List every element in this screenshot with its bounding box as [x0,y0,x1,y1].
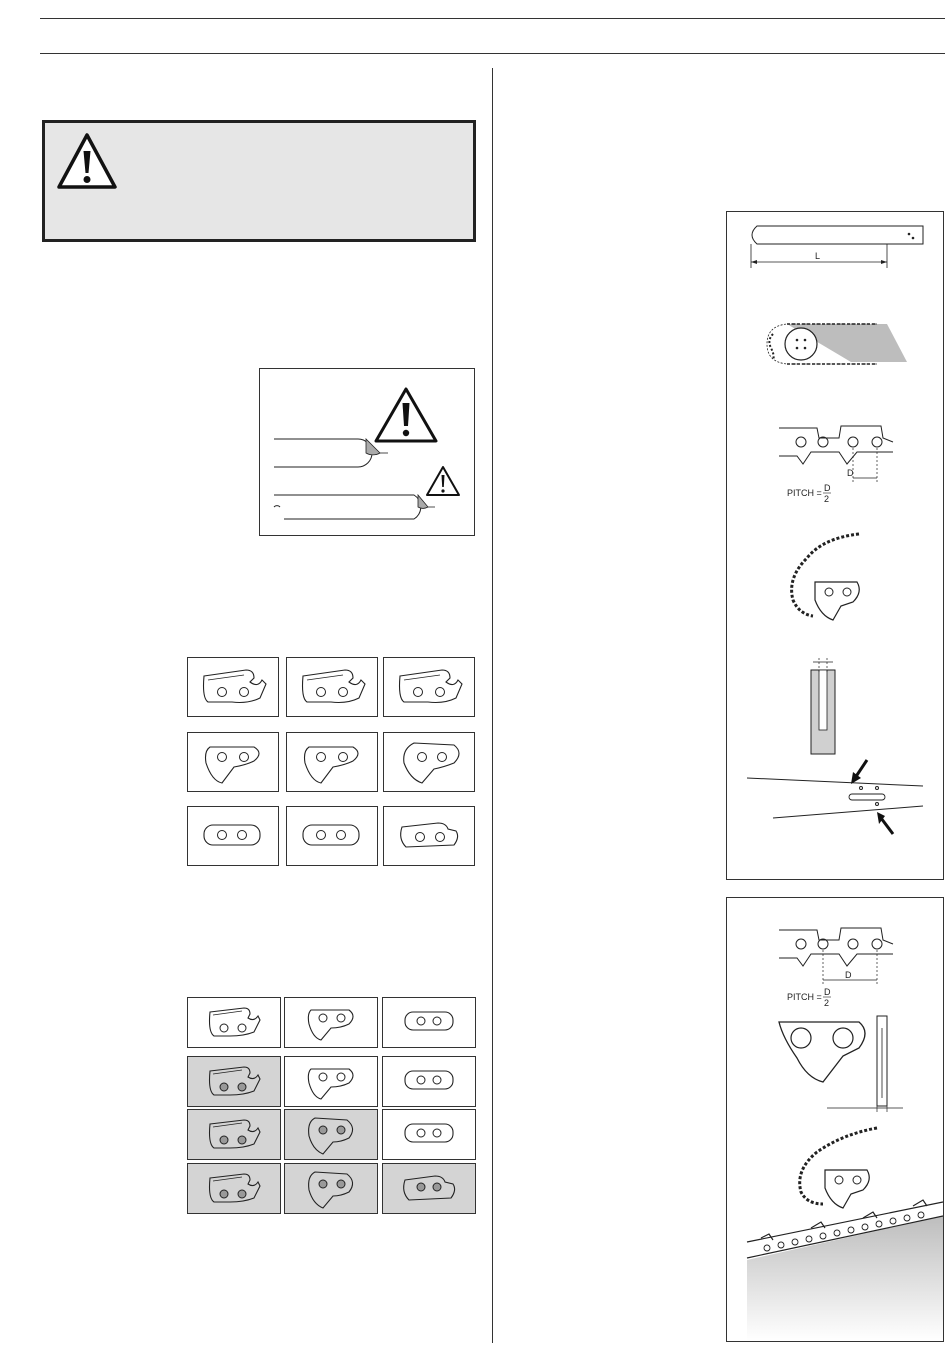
pitch-fraction-numerator: D [824,483,831,493]
warning-triangle-icon-small [427,467,459,495]
chain-bar-figure [726,211,944,880]
chain-link-tile [382,997,476,1048]
chain-link-tile [284,1109,378,1160]
chain-link-tile [383,657,475,717]
pitch-d-label-2: D [845,970,852,980]
chain-link-tile [284,997,378,1048]
column-divider [492,68,493,1343]
warning-triangle-icon-large [376,389,436,441]
chain-link-tile [187,657,279,717]
chain-link-tile [382,1056,476,1107]
pitch-formula-label: PITCH = [787,488,822,498]
pitch-fraction-numerator-2: D [824,987,831,997]
pitch-fraction-denominator-2: 2 [824,998,830,1008]
chain-link-tile [284,1163,378,1214]
chain-link-tile [286,657,378,717]
chain-link-tile [382,1109,476,1160]
chain-link-tile [187,1109,281,1160]
chain-link-tile [383,732,475,792]
chain-link-tile [284,1056,378,1107]
chain-sharpening-figure [726,897,944,1342]
chain-link-tile [286,732,378,792]
chain-link-tile [187,732,279,792]
chain-link-tile [382,1163,476,1214]
chain-link-tile [187,997,281,1048]
header-rule-bottom [40,53,945,54]
chain-link-tile [187,806,279,866]
warning-box [42,120,476,242]
header-rule-top [40,18,945,19]
bar-length-label: L [815,251,821,261]
chain-link-tile [187,1163,281,1214]
pitch-fraction-denominator: 2 [824,494,830,504]
warning-triangle-icon [55,131,119,196]
pitch-d-label: D [847,468,854,478]
chain-link-tile [286,806,378,866]
chain-link-tile [187,1056,281,1107]
pitch-formula-label-2: PITCH = [787,992,822,1002]
chain-link-tile [383,806,475,866]
kickback-figure [259,368,475,536]
